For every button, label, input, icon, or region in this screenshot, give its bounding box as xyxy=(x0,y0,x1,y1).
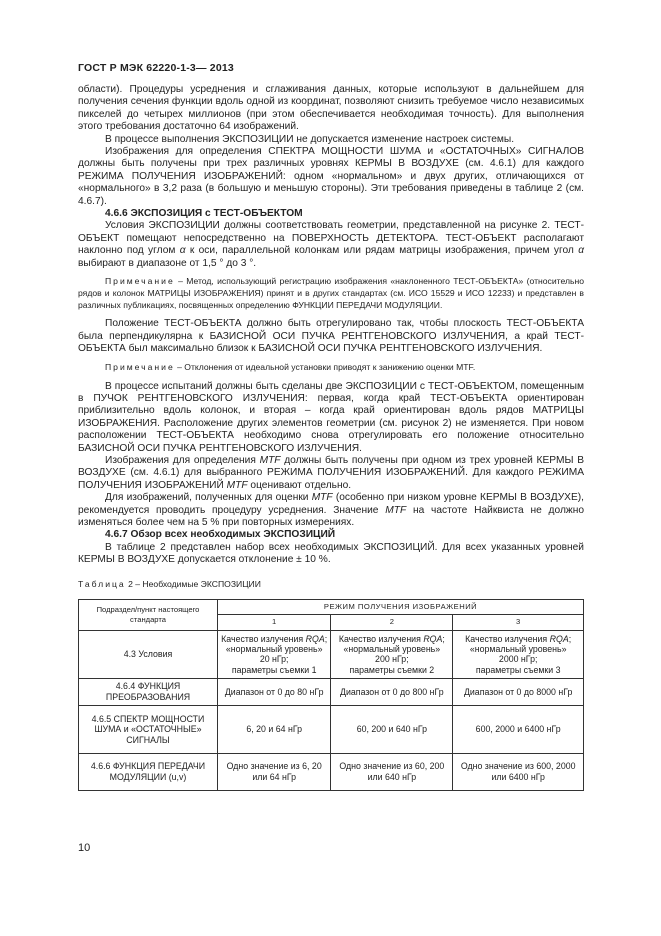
section-heading-4-6-6: 4.6.6 ЭКСПОЗИЦИЯ с ТЕСТ-ОБЪЕКТОМ xyxy=(105,208,303,220)
table-cell-section: 4.6.6 ФУНКЦИЯ ПЕРЕДАЧИ МОДУЛЯЦИИ (u,v) xyxy=(79,753,218,790)
paragraph: В процессе испытаний должны быть сделаны две ЭКСПОЗИЦИИ с ТЕСТ-ОБЪЕКТОМ, помещенным в ПУЧОК РЕНТГЕНОВСКОГО ИЗЛУЧЕНИЯ: первая, когда край ТЕСТ-ОБЪЕКТА ориентирован приблизительно вдоль колонок, и вторая – когда край ориентирован вдоль рядов МАТРИЦЫ ИЗОБРАЖЕНИЯ. Расположение других элементов геометрии (см. рисунок 2) не изменяется. При новом расположении ТЕСТ-ОБЪЕКТА необходимо снова отрегулировать его положение относительно БАЗИСНОЙ ОСИ ПУЧКА РЕНТГЕНОВСКОГО ИЗЛУЧЕНИЯ. xyxy=(78,380,584,454)
table-row xyxy=(79,753,584,790)
paragraph: Изображения для определения MTF должны быть получены при одном из трех уровней КЕРМЫ В ВОЗДУХЕ (см. 4.6.1) для выбранного РЕЖИМА ПОЛУЧЕНИЯ ИЗОБРАЖЕНИЙ. Для каждого РЕЖИМА ПОЛУЧЕНИЯ ИЗОБРАЖЕНИЙ MTF оценивают отдельно. xyxy=(78,454,584,491)
table-cell: Одно значение из 6, 20 или 64 нГр xyxy=(218,753,331,790)
paragraph: Положение ТЕСТ-ОБЪЕКТА должно быть отрегулировано так, чтобы плоскость ТЕСТ-ОБЪЕКТА была перпендикулярна к БАЗИСНОЙ ОСИ ПУЧКА РЕНТГЕНОВСКОГО ИЗЛУЧЕНИЯ, а край ТЕСТ-ОБЪЕКТА был максимально близок к БАЗИСНОЙ ОСИ ПУЧКА РЕНТГЕНОВСКОГО ИЗЛУЧЕНИЯ. xyxy=(78,318,584,355)
table-cell: Диапазон от 0 до 8000 нГр xyxy=(453,678,584,705)
table-cell: Диапазон от 0 до 800 нГр xyxy=(331,678,453,705)
table-cell-section: 4.6.5 СПЕКТР МОЩНОСТИ ШУМА и «ОСТАТОЧНЫЕ» СИГНАЛЫ xyxy=(79,705,218,753)
table-cell: 60, 200 и 640 нГр xyxy=(331,705,453,753)
table-header-mode-group: РЕЖИМ ПОЛУЧЕНИЯ ИЗОБРАЖЕНИЙ xyxy=(218,600,584,615)
table-row xyxy=(79,630,584,678)
document-body xyxy=(78,84,584,791)
table-cell: Диапазон от 0 до 80 нГр xyxy=(218,678,331,705)
note: Примечание – Метод, использующий регистрацию изображения «наклоненного ТЕСТ-ОБЪЕКТА» (относительно рядов и колонок МАТРИЦЫ ИЗОБРАЖЕНИЯ) принят и в других стандартах (см. ИСО 15529 и ИСО 12233) и представлен в различных публикациях, посвященных определению ФУНКЦИИ ПЕРЕДАЧИ МОДУЛЯЦИИ. xyxy=(78,276,584,310)
table-cell: Качество излучения RQA; «нормальный уровень» 200 нГр; параметры съемки 2 xyxy=(331,630,453,678)
table-header-row xyxy=(79,600,584,615)
paragraph: Изображения для определения СПЕКТРА МОЩНОСТИ ШУМА и «ОСТАТОЧНЫХ» СИГНАЛОВ должны быть получены при трех различных уровнях КЕРМЫ В ВОЗДУХЕ (см. 4.6.1) для каждого РЕЖИМА ПОЛУЧЕНИЯ ИЗОБРАЖЕНИЙ: одном «нормальном» и двух других, отличающихся от «нормального» в 3,2 раза (в большую и меньшую стороны). Эти требования приведены в таблице 2 (см. 4.6.7). xyxy=(78,146,584,207)
table-cell-section: 4.3 Условия xyxy=(79,630,218,678)
table-caption: Таблица 2 – Необходимые ЭКСПОЗИЦИИ xyxy=(78,578,261,589)
table-header-mode-3: 3 xyxy=(453,615,584,630)
paragraph: области). Процедуры усреднения и сглаживания данных, которые используют в дальнейшем для получения сечения функции вдоль одной из координат, позволяют снизить требуемое число независимых пикселей до четырех миллионов (при этом обеспечивается необходимая точность). Для выполнения этого требования достаточно 64 изображений. xyxy=(78,84,584,133)
table-cell: 6, 20 и 64 нГр xyxy=(218,705,331,753)
table-cell-section: 4.6.4 ФУНКЦИЯ ПРЕОБРАЗОВАНИЯ xyxy=(79,678,218,705)
table-header-mode-1: 1 xyxy=(218,615,331,630)
paragraph: Для изображений, полученных для оценки MTF (особенно при низком уровне КЕРМЫ В ВОЗДУХЕ), рекомендуется проводить процедуру усреднения. Значение MTF на частоте Найквиста не должно изменяться более чем на 5 % при повторных измерениях. xyxy=(78,492,584,528)
table-cell: 600, 2000 и 6400 нГр xyxy=(453,705,584,753)
page-number: 10 xyxy=(78,842,91,854)
table-row xyxy=(79,678,584,705)
table-row xyxy=(79,705,584,753)
table-cell: Одно значение из 60, 200 или 640 нГр xyxy=(331,753,453,790)
paragraph: Условия ЭКСПОЗИЦИИ должны соответствовать геометрии, представленной на рисунке 2. ТЕСТ-ОБЪЕКТ помещают непосредственно на ПОВЕРХНОСТЬ ДЕТЕКТОРА. ТЕСТ-ОБЪЕКТ располагают наклонно под углом α к оси, параллельной колонкам или рядам матрицы изображения, причем угол α выбирают в диапазоне от 1,5 ° до 3 °. xyxy=(78,220,584,269)
table-cell: Качество излучения RQA; «нормальный уровень» 20 нГр; параметры съемки 1 xyxy=(218,630,331,678)
table-cell: Качество излучения RQA; «нормальный уровень» 2000 нГр; параметры съемки 3 xyxy=(453,630,584,678)
table-header-mode-2: 2 xyxy=(331,615,453,630)
table-header-section: Подраздел/пункт настоящего стандарта xyxy=(79,600,218,631)
paragraph: В процессе выполнения ЭКСПОЗИЦИИ не допускается изменение настроек системы. xyxy=(105,133,515,145)
note: Примечание – Отклонения от идеальной установки приводят к занижению оценки MTF. xyxy=(105,361,476,372)
page-header: ГОСТ Р МЭК 62220-1-3— 2013 xyxy=(78,62,234,74)
table-cell: Одно значение из 600, 2000 или 6400 нГр xyxy=(453,753,584,790)
paragraph: В таблице 2 представлен набор всех необходимых ЭКСПОЗИЦИЙ. Для всех указанных уровней КЕРМЫ В ВОЗДУХЕ допускается отклонение ± 10 %. xyxy=(78,541,584,566)
section-heading-4-6-7: 4.6.7 Обзор всех необходимых ЭКСПОЗИЦИЙ xyxy=(105,529,336,541)
exposures-table xyxy=(78,599,584,791)
